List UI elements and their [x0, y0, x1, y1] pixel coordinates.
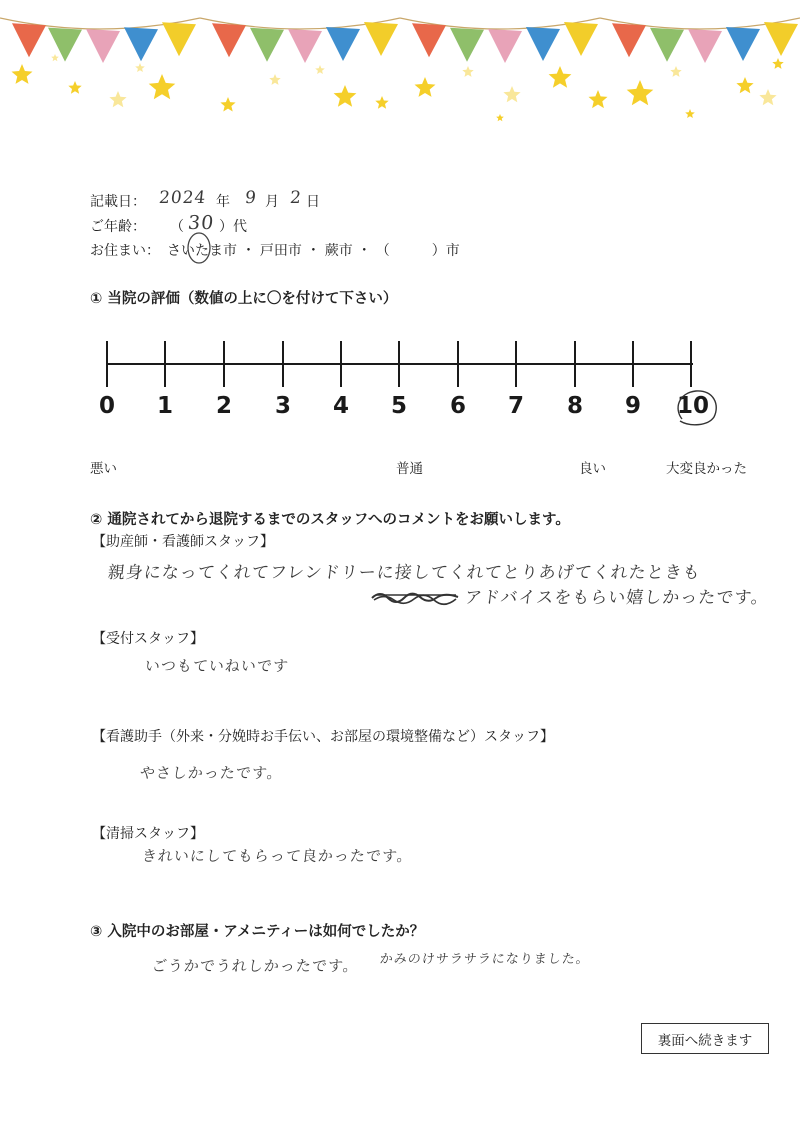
- bunting-flag: [48, 28, 82, 62]
- scale-label-good: 良い: [579, 461, 606, 477]
- bunting-flag: [688, 29, 722, 63]
- scale-number-10: 10: [676, 393, 709, 419]
- scale-label-normal: 普通: [396, 461, 423, 477]
- scale-label-bad: 悪い: [90, 461, 117, 477]
- scale-tick-1: [164, 341, 166, 387]
- scale-number-3: 3: [274, 393, 291, 419]
- star-icon: [220, 97, 235, 112]
- star-icon: [462, 66, 473, 77]
- star-icon: [772, 58, 783, 69]
- midwife-comment-line1: 親身になってくれてフレンドリーに接してくれてとりあげてくれたときも: [106, 563, 702, 583]
- star-icon: [627, 80, 654, 105]
- bunting-flag: [364, 22, 398, 56]
- star-icon: [685, 109, 695, 118]
- scale-number-0: 0: [98, 393, 115, 419]
- amenities-comment-2: かみのけサラサラになりました。: [379, 952, 591, 967]
- midwife-staff-label: 【助産師・看護師スタッフ】: [92, 534, 274, 550]
- star-icon: [375, 96, 388, 109]
- scale-tick-4: [340, 341, 342, 387]
- rating-selection-circle: [670, 385, 722, 431]
- star-icon: [670, 66, 681, 77]
- star-icon: [68, 81, 81, 94]
- age-unit: ）代: [219, 219, 247, 235]
- bunting-flag: [726, 27, 760, 61]
- scale-tick-0: [106, 341, 108, 387]
- star-icon: [496, 114, 504, 121]
- day-unit: 日: [306, 194, 320, 210]
- scale-number-6: 6: [449, 393, 466, 419]
- scale-number-9: 9: [624, 393, 641, 419]
- star-icon: [109, 91, 126, 107]
- assistant-comment: やさしかったです。: [139, 764, 284, 782]
- bunting-flag: [450, 28, 484, 62]
- bunting-flag: [650, 28, 684, 62]
- scale-tick-2: [223, 341, 225, 387]
- star-icon: [315, 65, 325, 74]
- scale-number-1: 1: [156, 393, 173, 419]
- section1-title: ① 当院の評価（数値の上に〇を付けて下さい）: [90, 291, 398, 307]
- star-icon: [269, 74, 280, 85]
- star-icon: [415, 77, 436, 97]
- age-label: ご年齢：: [90, 219, 146, 235]
- continue-on-back-box: 裏面へ続きます: [641, 1023, 769, 1054]
- age-value: 30: [186, 212, 216, 234]
- assistant-staff-label: 【看護助手（外来・分娩時お手伝い、お部屋の環境整備など）スタッフ】: [92, 729, 554, 745]
- amenities-comment-1: ごうかでうれしかったです。: [151, 957, 360, 975]
- section3-title: ③ 入院中のお部屋・アメニティーは如何でしたか？: [90, 924, 425, 940]
- star-icon: [135, 63, 145, 72]
- date-label: 記載日：: [90, 194, 146, 210]
- midwife-comment-line2: アドバイスをもらい嬉しかったです。: [463, 588, 770, 608]
- star-icon: [51, 54, 59, 61]
- residence-label: お住まい：: [90, 243, 160, 259]
- bunting-flag: [162, 22, 196, 56]
- star-icon: [736, 77, 753, 93]
- scale-number-4: 4: [332, 393, 349, 419]
- star-icon: [149, 74, 176, 99]
- month-unit: 月: [265, 194, 279, 210]
- bunting-flag: [212, 23, 246, 57]
- bunting-flag: [412, 23, 446, 57]
- bunting-flag: [250, 28, 284, 62]
- star-icon: [589, 90, 608, 108]
- bunting-flag: [288, 29, 322, 63]
- age-open-paren: （: [170, 219, 184, 235]
- star-icon: [334, 85, 357, 107]
- scale-number-7: 7: [507, 393, 524, 419]
- scale-tick-5: [398, 341, 400, 387]
- residence-selection-circle: [184, 229, 214, 267]
- section2-title: ② 通院されてから退院するまでのスタッフへのコメントをお願いします。: [90, 512, 570, 528]
- star-icon: [503, 86, 520, 102]
- bunting-flag: [526, 27, 560, 61]
- year-unit: 年: [216, 194, 230, 210]
- star-icon: [549, 66, 572, 88]
- bunting-flag: [124, 27, 158, 61]
- bunting-decoration: [0, 0, 800, 130]
- scale-number-2: 2: [215, 393, 232, 419]
- scale-number-5: 5: [390, 393, 407, 419]
- bunting-flag: [326, 27, 360, 61]
- bunting-flag: [12, 23, 46, 57]
- reception-comment: いつもていねいです: [144, 657, 290, 675]
- date-month-value: 9: [243, 188, 258, 208]
- scale-tick-3: [282, 341, 284, 387]
- scale-tick-9: [632, 341, 634, 387]
- date-year-value: 2024: [157, 188, 208, 208]
- scale-line: [107, 363, 693, 365]
- scale-tick-7: [515, 341, 517, 387]
- cleaning-staff-label: 【清掃スタッフ】: [92, 826, 204, 842]
- bunting-flag: [86, 29, 120, 63]
- scribbled-out-text: [370, 588, 462, 606]
- bunting-flag: [612, 23, 646, 57]
- date-day-value: 2: [288, 188, 303, 208]
- star-icon: [759, 89, 776, 105]
- scale-tick-6: [457, 341, 459, 387]
- scale-label-very-good: 大変良かった: [666, 461, 747, 477]
- bunting-flag: [488, 29, 522, 63]
- scale-tick-8: [574, 341, 576, 387]
- residence-options: さいたま市 ・ 戸田市 ・ 蕨市 ・ （ ）市: [167, 243, 460, 259]
- reception-staff-label: 【受付スタッフ】: [92, 631, 204, 647]
- star-icon: [12, 64, 33, 84]
- cleaning-comment: きれいにしてもらって良かったです。: [141, 847, 414, 865]
- bunting-flag: [764, 22, 798, 56]
- scale-number-8: 8: [566, 393, 583, 419]
- bunting-flag: [564, 22, 598, 56]
- scale-tick-10: [690, 341, 692, 387]
